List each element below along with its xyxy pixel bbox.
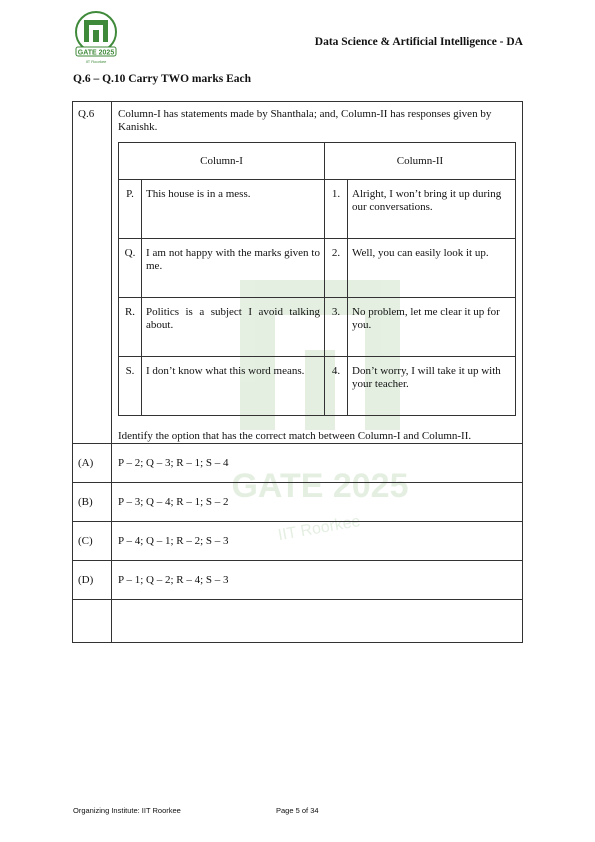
row-label-left: P.	[119, 180, 142, 239]
row-text-left: I am not happy with the marks given to me.	[142, 239, 325, 298]
option-label: (A)	[73, 444, 112, 483]
subject-title: Data Science & Artificial Intelligence - DA	[314, 36, 523, 48]
question-table	[72, 101, 523, 643]
option-d-row[interactable]	[73, 561, 523, 600]
option-text: P – 1; Q – 2; R – 4; S – 3	[112, 561, 523, 600]
watermark-text: GATE 2025	[231, 467, 409, 505]
option-text: P – 4; Q – 1; R – 2; S – 3	[112, 522, 523, 561]
logo-text: GATE 2025	[77, 49, 115, 57]
row-text-right: Well, you can easily look it up.	[348, 239, 516, 298]
row-label-right: 2.	[325, 239, 348, 298]
footer-page-number: Page 5 of 34	[276, 806, 319, 815]
match-row	[119, 180, 516, 239]
row-label-right: 3.	[325, 298, 348, 357]
option-text: P – 2; Q – 3; R – 1; S – 4	[112, 444, 523, 483]
match-table	[118, 142, 516, 416]
match-row	[119, 239, 516, 298]
question-statement: Column-I has statements made by Shanthala; and, Column-II has responses given by Kanishk.	[118, 108, 492, 133]
option-c-row[interactable]	[73, 522, 523, 561]
watermark-subtext: IIT Roorkee	[276, 512, 362, 545]
row-text-right: Alright, I won’t bring it up during our conversations.	[348, 180, 516, 239]
logo-subtext: IIT Roorkee	[85, 59, 107, 64]
row-text-left: Politics is a subject I avoid talking about.	[142, 298, 325, 357]
option-label: (B)	[73, 483, 112, 522]
blank-cell	[73, 600, 112, 643]
question-number: Q.6	[73, 102, 112, 444]
option-b-row[interactable]	[73, 483, 523, 522]
row-label-left: Q.	[119, 239, 142, 298]
option-a-row[interactable]	[73, 444, 523, 483]
column-1-header: Column-I	[119, 143, 325, 180]
question-row	[73, 102, 523, 444]
answer-blank-row	[73, 600, 523, 643]
gate-2025-logo	[70, 10, 122, 66]
match-row	[119, 298, 516, 357]
row-text-right: No problem, let me clear it up for you.	[348, 298, 516, 357]
row-text-left: This house is in a mess.	[142, 180, 325, 239]
question-instruction: Identify the option that has the correct match between Column-I and Column-II.	[118, 430, 472, 442]
row-label-left: R.	[119, 298, 142, 357]
row-text-right: Don’t worry, I will take it up with your teacher.	[348, 357, 516, 416]
blank-cell	[112, 600, 523, 643]
match-header-row	[119, 143, 516, 180]
row-text-left: I don’t know what this word means.	[142, 357, 325, 416]
row-label-left: S.	[119, 357, 142, 416]
option-label: (C)	[73, 522, 112, 561]
column-2-header: Column-II	[325, 143, 516, 180]
match-row	[119, 357, 516, 416]
footer-organizer: Organizing Institute: IIT Roorkee	[73, 806, 181, 815]
section-title: Q.6 – Q.10 Carry TWO marks Each	[73, 73, 252, 85]
row-label-right: 1.	[325, 180, 348, 239]
option-label: (D)	[73, 561, 112, 600]
row-label-right: 4.	[325, 357, 348, 416]
question-body	[112, 102, 523, 444]
option-text: P – 3; Q – 4; R – 1; S – 2	[112, 483, 523, 522]
